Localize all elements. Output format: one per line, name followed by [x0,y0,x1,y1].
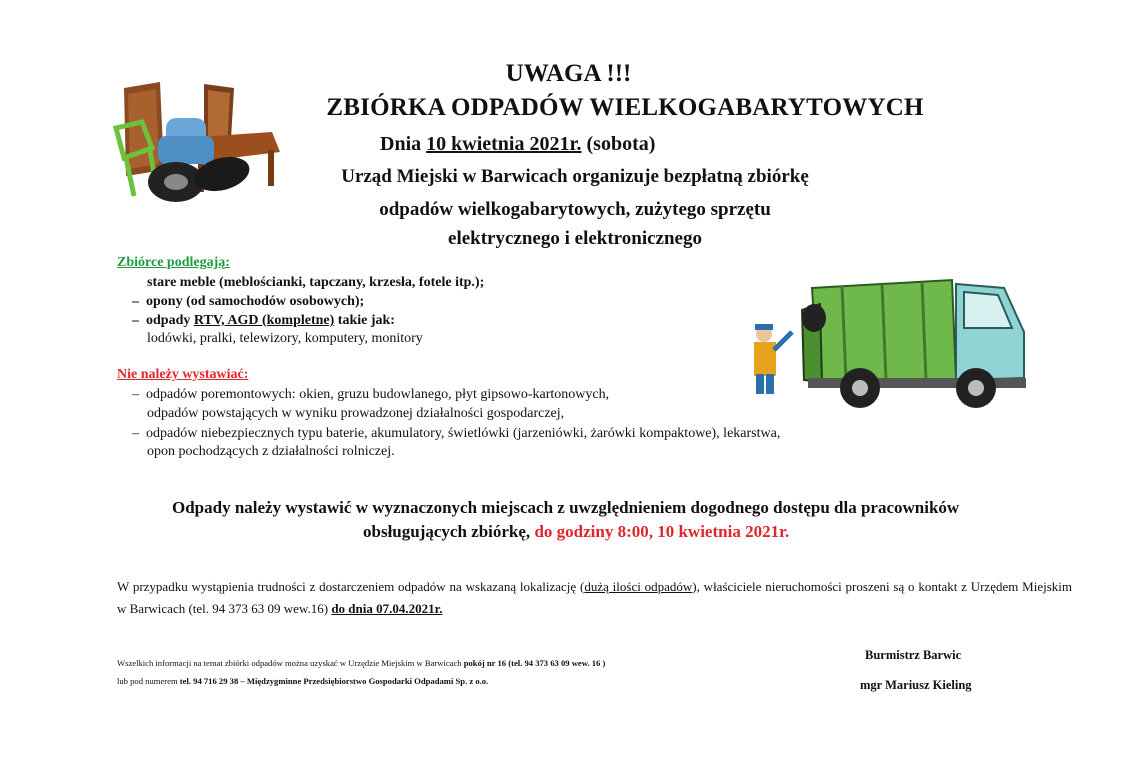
date-value: 10 kwietnia 2021r. [426,133,582,155]
date-suffix: (sobota) [581,133,656,155]
placement-deadline: do godziny 8:00, 10 kwietnia 2021r. [530,522,790,541]
accepted-item-3-pre: odpady [146,313,194,328]
contact-note-deadline: do dnia 07.04.2021r. [331,601,443,616]
signature-title: Burmistrz Barwic [865,648,962,662]
accepted-item-3-underlined: RTV, AGD (kompletne) [193,313,335,328]
contact-note [117,576,1072,620]
placement-line-1: Odpady należy wystawić w wyznaczonych miejscach z uwzględnieniem dogodnego dostępu dla pracowników [172,498,960,517]
footer-info-1-pre: Wszelkich informacji na temat zbiórki odpadów można uzyskać w Urzędzie Miejskim w Barwicach [117,658,464,668]
rejected-item-2-text: odpadów niebezpiecznych typu baterie, akumulatory, świetlówki (jarzeniówki, żarówki kompaktowe), lekarstwa, [146,426,781,441]
footer-info-2-bold: tel. 94 716 29 38 – Międzygminne Przedsiębiorstwo Gospodarki Odpadami Sp. z o.o. [179,676,489,686]
collection-title: ZBIÓRKA ODPADÓW WIELKOGABARYTOWYCH [326,94,924,121]
accepted-title: Zbiórce podlegają: [117,255,230,270]
dash: – [132,426,139,441]
dash: – [132,294,139,309]
rejected-item-1 [132,387,609,403]
organizer-line-1: Urząd Miejski w Barwicach organizuje bezpłatną zbiórkę [341,166,809,187]
footer-info-1 [117,654,605,673]
notice-heading: UWAGA !!! [505,60,632,87]
dash: – [132,387,139,402]
contact-note-part-2: ), właściciele nieruchomości proszeni są o kontakt z Urzędem Miejskim w Barwicach (tel. 94 373 63 09 wew.16) [117,579,1072,616]
accepted-item-2-text: opony (od samochodów osobowych); [146,294,365,309]
placement-line-2 [363,522,789,542]
accepted-item-3 [132,313,395,329]
rejected-item-2 [132,426,780,442]
dash: – [132,313,139,328]
placement-line-2-pre: obsługujących zbiórkę, [363,522,531,541]
contact-note-underlined: dużą ilości odpadów [584,579,693,594]
organizer-line-3: elektrycznego i elektronicznego [448,228,702,249]
garbage-truck-illustration [742,270,1027,420]
rejected-item-1-continued: odpadów powstających w wyniku prowadzonej działalności gospodarczej, [147,406,565,421]
rejected-item-2-continued: opon pochodzących z działalności rolniczej. [147,444,395,459]
rejected-item-1-text: odpadów poremontowych: okien, gruzu budowlanego, płyt gipsowo-kartonowych, [146,387,610,402]
accepted-item-2 [132,294,364,310]
date-prefix: Dnia [380,133,427,155]
footer-info-2-pre: lub pod numerem [117,676,180,686]
footer-info-1-bold: pokój nr 16 (tel. 94 373 63 09 wew. 16 ) [463,658,606,668]
accepted-item-3-post: takie jak: [334,313,395,328]
rejected-title: Nie należy wystawiać: [117,367,249,382]
collection-date [380,133,655,156]
contact-note-part-1: W przypadku wystąpienia trudności z dostarczeniem odpadów na wskazaną lokalizację ( [117,579,585,594]
organizer-line-2: odpadów wielkogabarytowych, zużytego sprzętu [379,199,771,220]
signature-name: mgr Mariusz Kieling [860,678,972,692]
footer-info-2 [117,672,488,691]
accepted-item-3-continued: lodówki, pralki, telewizory, komputery, monitory [147,331,423,346]
accepted-item-1: stare meble (meblościanki, tapczany, krzesła, fotele itp.); [147,275,485,290]
